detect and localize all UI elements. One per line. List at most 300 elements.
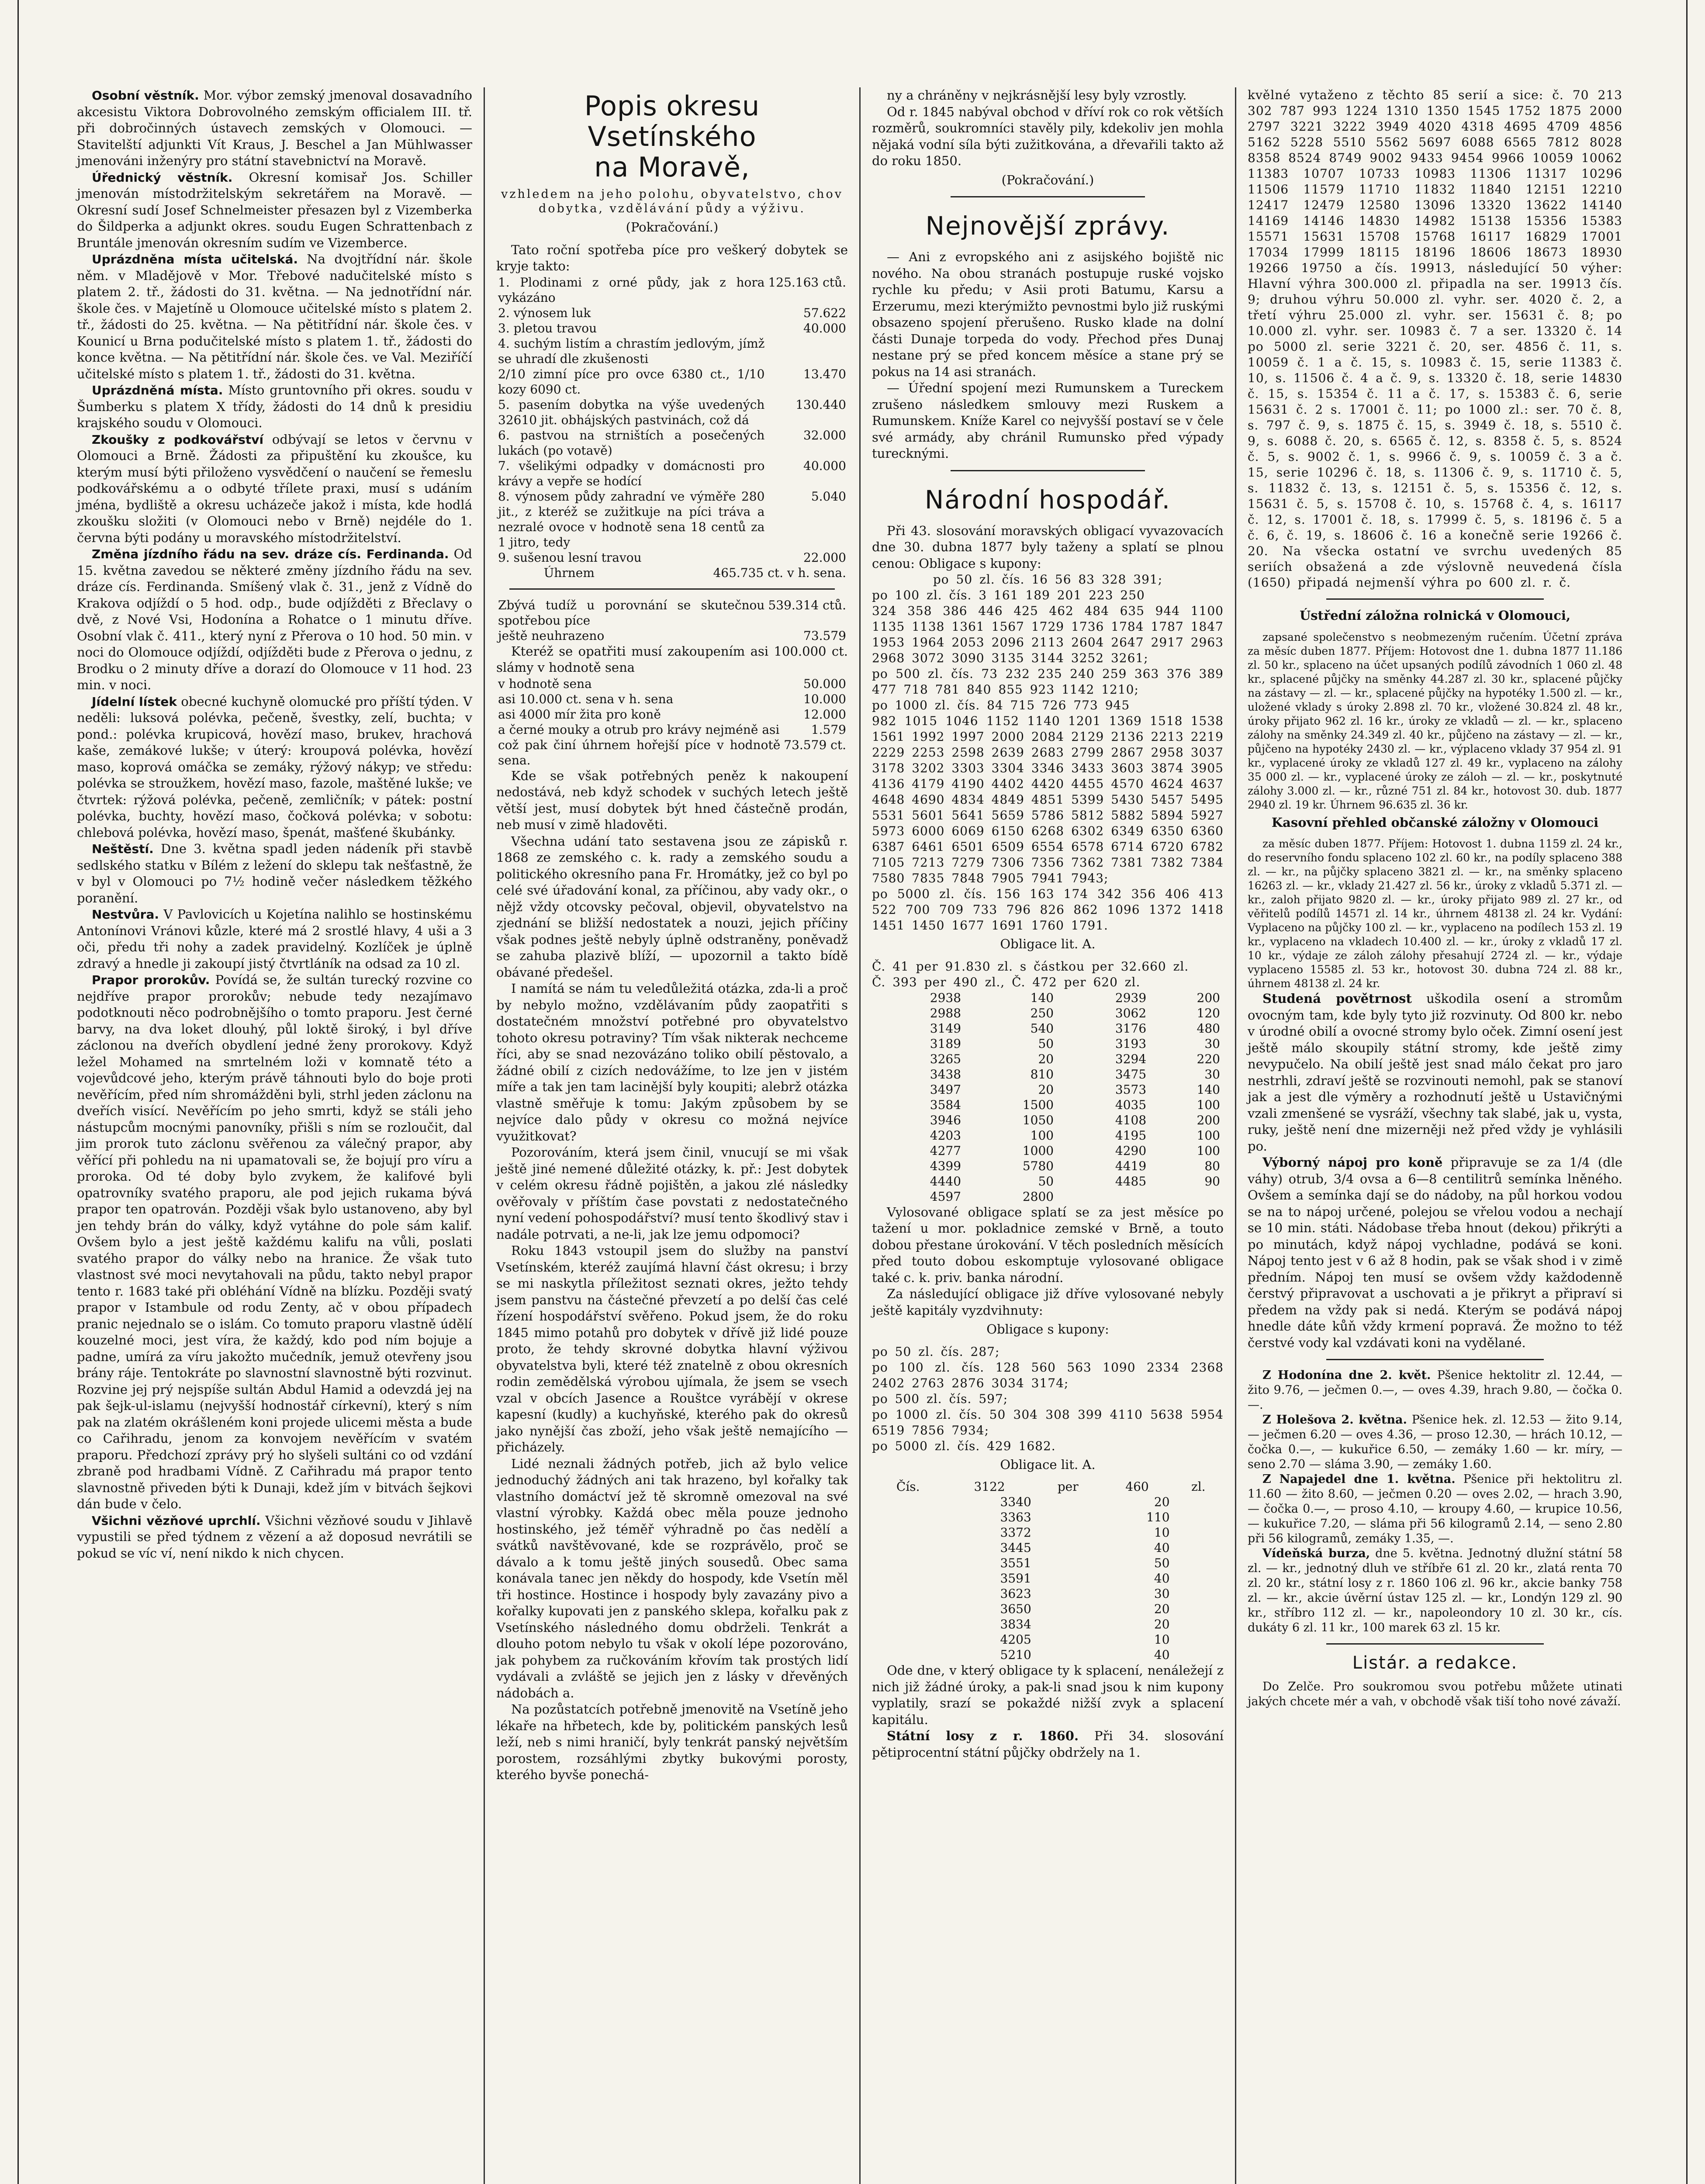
article-paragraph: Lidé neznali žádných potřeb, jich až bylo velice jednoduchý žádných ani tak hrazeno, byl kořalky tak vlastního domáctví jež tě skromně omezoval na své vlastní výrobky. Každá obec měla pouze jednoho hostinského, jež téměř výhradně po čas nedělí a svátků navštěvované, kde se rozprávělo, proč se dávalo a k tomu ještě jiných sousedů. Obec sama konávala tanec jen někdy do hospody, kde Vsetín měl tři hostince. Hostince i hospody byly zavazány pivo a kořalky kupovati jen z panského sklepa, kořalku pak z Vsetínského následného domu obdrželi. Tenkrát a dlouho potom nebylo tu však v okolí lépe pozorováno, jak pohybem za ručkováním křovím tak prostých lidí vydávali a zvláště se jejich jen z lásky v dřevěných nádobách a. (496, 1456, 848, 1700)
lit-amount: 540 (1030, 1021, 1054, 1036)
lit-number: 4203 (930, 1128, 961, 1143)
lit-amount: 100 (1197, 1143, 1220, 1158)
kupony-label: Obligace s kupony: (986, 1322, 1109, 1337)
news-brief (77, 382, 472, 432)
lit2-spacer (1173, 1525, 1224, 1540)
news-brief-text: Mor. výbor zemský jmenoval dosavadního akcesistu Viktora Dobrovolného zemským officialem III. tř. při dobročinných ústavech zemských v Olomouci. — Stavitelští adjunkti Vít Kraus, J. Beschel a Jan Mühlwasser jmenováni inženýry pro státní stavebnictví na Moravě. (77, 88, 472, 168)
market-report (1248, 1368, 1622, 1413)
news-brief-text: Všichni vězňové soudu v Jihlavě vypustili se před týdnem z vězení a až doposud nevrátili se pokud se víc ví, není nikdo k nich chycen. (77, 1513, 472, 1561)
lit-number: 3946 (930, 1113, 961, 1127)
fodder-label: 5. pasením dobytka na výše uvedených 32610 jit. obhájských pastvinách, což dá (498, 397, 765, 427)
lit-number: 4597 (930, 1189, 961, 1204)
lit-number: 3584 (930, 1097, 961, 1112)
kupony-5000: po 5000 zl. čís. 429 1682. (872, 1438, 1056, 1453)
lit2-spacer (1035, 1647, 1101, 1662)
lit2-amount: 40 (1154, 1571, 1170, 1586)
news-brief-lead: Prapor prorokův. (92, 973, 210, 987)
lit2-spacer (1173, 1540, 1224, 1555)
news-item: — Ani z evropského ani z asijského bojiště nic nového. Na obou stranách postupuje ruské vojsko rychle ku předu; v Asii proti Batumu, Karsu a Erzerumu, mezi kterýmižto pevnostmi bylo již ruskými obsazeno spojení přerušeno. Rusko klade na dolní části Dunaje torpeda do vody. Přechod přes Dunaj nestane prý se před koncem měsíce a stane prý se pokus na 14 asi stranách. (872, 249, 1224, 379)
lit2-amount: 20 (1154, 1495, 1170, 1509)
news-brief-text: odbývají se letos v červnu v Olomouci a Brně. Žádosti za připuštění ku zkoušce, ku kterým musí býti přiloženo vysvědčení o naučení se řemeslu podkovářskému a o odbyté třílete praxi, musí s udáním jména, bydliště a okresu ucházeče jakož i místa, kde hodlá zkoušku složiti (v Olomouci nebo v Brně) nejdéle do 1. června býti podány u moravského místodržitelství. (77, 432, 472, 545)
fodder-value: 22.000 (803, 550, 846, 565)
lit-number: 4290 (1115, 1143, 1147, 1158)
lit-row (872, 1143, 1224, 1158)
fodder-table (496, 275, 848, 565)
article-body (496, 768, 848, 1783)
state-lots (872, 1728, 1224, 1761)
lit-number: 4485 (1115, 1174, 1147, 1189)
fodder-value: 57.622 (803, 305, 846, 320)
lit2-spacer (1173, 1494, 1224, 1510)
lit-a-header2: Č. 393 per 490 zl., Č. 472 per 620 zl. (872, 975, 1141, 989)
stelivo-table (496, 676, 848, 737)
news-brief-lead: Změna jízdního řádu na sev. dráze cís. Ferdinanda. (92, 547, 449, 561)
lit-amount: 1050 (1022, 1113, 1054, 1127)
news-brief-lead: Jídelní lístek (92, 694, 177, 709)
lit2-spacer (1035, 1632, 1101, 1647)
lit2-spacer (872, 1617, 944, 1632)
lit-number: 2938 (930, 990, 961, 1005)
lit2-header-row (872, 1479, 1224, 1494)
market-lead: Z Holešova 2. května. (1262, 1413, 1407, 1427)
lit-number: 2939 (1115, 990, 1147, 1005)
state-lots-label: Státní losy z r. 1860. (887, 1728, 1079, 1743)
lit2-amount: 30 (1154, 1586, 1170, 1601)
lit2-spacer (872, 1571, 944, 1586)
fodder-row (496, 366, 848, 397)
fodder-value: 40.000 (803, 458, 846, 473)
lit2-spacer (872, 1494, 944, 1510)
continued-note: (Pokračování.) (1001, 172, 1094, 187)
fodder-value: 125.163 ctů. (768, 275, 846, 290)
stelivo-value: 12.000 (803, 707, 846, 722)
stelivo-label: asi 10.000 ct. sena v h. sena (498, 691, 674, 706)
lit2-row (872, 1555, 1224, 1571)
market-prices (1248, 1368, 1622, 1635)
kupony-500: po 500 zl. čís. 597; (872, 1391, 1008, 1406)
article-continuation (872, 87, 1224, 169)
lit-amount: 100 (1197, 1128, 1220, 1143)
fodder-row (496, 550, 848, 565)
lit-row (872, 1128, 1224, 1143)
lit2-amount: 40 (1154, 1648, 1170, 1662)
lit-amount: 100 (1197, 1097, 1220, 1112)
news-brief (77, 841, 472, 906)
bond-5000: po 5000 zl. čís. 156 163 174 342 356 406 413 522 700 709 733 796 826 862 1096 1372 1418 1451 1450 1677 1691 1760 1791. (872, 887, 1224, 933)
lit-number: 3475 (1115, 1067, 1147, 1082)
lit-amount: 200 (1197, 1113, 1220, 1127)
fodder-value: 32.000 (803, 428, 846, 442)
lit-amount: 50 (1038, 1174, 1054, 1189)
column-lottery-finance (1236, 87, 1634, 2184)
rule (1326, 598, 1544, 600)
lit2-spacer (872, 1555, 944, 1571)
lit-number: 3438 (930, 1067, 961, 1082)
rule (1326, 1359, 1544, 1360)
lit2-spacer (872, 1525, 944, 1540)
fodder-label: 2/10 zimní píce pro ovce 6380 ct., 1/10 kozy 6090 ct. (498, 366, 765, 397)
balance-table (496, 598, 848, 643)
lit2-row (872, 1632, 1224, 1647)
lit2-table (872, 1479, 1224, 1662)
rest-intro: Zbývá tudíž u porovnání se skutečnou spotřebou píce (498, 598, 765, 628)
vyborny-title: Výborný nápoj pro koně (1262, 1155, 1443, 1170)
lit2-spacer (872, 1632, 944, 1647)
news-item: — Úřední spojení mezi Rumunskem a Tureckem zrušeno následkem smlouvy mezi Ruskem a Rumunskem. Kníže Karel co nejvyšší postaví se v čele své armády, aby chránil Rumunsko před výpady turecknými. (872, 380, 1224, 461)
article-paragraph: Kde se však potřebných peněz k nakoupení nedostává, neb když schodek v suchých letech ještě větší jest, musí dobytek být hned částečně prodán, neb musí v zimě hladověti. (496, 768, 848, 832)
rest-value: 539.314 ctů. (768, 598, 846, 612)
lit2-row (872, 1510, 1224, 1525)
stelivo-intro: Kteréž se opatřiti musí zakoupením asi 100.000 ct. slámy v hodnotě sena (496, 643, 848, 675)
lit-number: 3189 (930, 1036, 961, 1051)
fodder-row (496, 321, 848, 336)
lit2-amount: 50 (1154, 1556, 1170, 1570)
intro-paragraph: Tato roční spotřeba píce pro veškerý dobytek se kryje takto: (496, 242, 848, 273)
article-paragraph: I namítá se nám tu veledůležitá otázka, zda-li a proč by nebylo možno, vzdělávaním půdy zaopatřiti s dostatečném množství potřebné pro obyvatelstvo tohoto okresu potraviny? Tím však nikterak nechceme říci, aby se snad nezovázáno toliko obilí pěstovalo, a žádné obilí z cizích nedovážíme, to lze jen v jistém míře a tak jen tam lacinější byly koupiti; alebrž otázka vlastně směřuje k tomu: Jakým způsobem by se nejvíce dalo půdy v okresu co možná nejvíce využitkovat? (496, 981, 848, 1144)
lit-number: 4035 (1115, 1097, 1147, 1112)
lit2-spacer (1035, 1586, 1101, 1601)
article-paragraph: Od r. 1845 nabýval obchod v dříví rok co rok větších rozměrů, soukromníci stavěly pily, kdekoliv jen mohla nějaká vodní síla býti zužitkována, a dřevařili takto až do roku 1850. (872, 104, 1224, 168)
news-brief-lead: Všichni vězňové uprchlí. (92, 1513, 261, 1528)
lit2-amount: 10 (1154, 1525, 1170, 1540)
stelivo-label: a černé mouky a otrub pro krávy nejméně asi (498, 722, 780, 737)
column-district-description (485, 87, 861, 2184)
economy-section-title: Národní hospodář. (924, 484, 1171, 515)
lit2-row (872, 1601, 1224, 1617)
article-title-line1: Popis okresu Vsetínského (584, 90, 760, 152)
lit-amount: 30 (1204, 1067, 1220, 1082)
news-brief (77, 972, 472, 1513)
lit2-spacer (1035, 1555, 1101, 1571)
lit-row (872, 1113, 1224, 1128)
lit-number: 3176 (1115, 1021, 1147, 1036)
lit-number: 3062 (1115, 1006, 1147, 1020)
rule (951, 470, 1145, 471)
lit2-spacer (1173, 1510, 1224, 1525)
lit-amount: 1500 (1022, 1097, 1054, 1112)
listar-title: Listár. a redakce. (1352, 1653, 1518, 1673)
news-brief-lead: Osobní věstník. (92, 88, 199, 103)
total-value: 465.735 ct. v h. sena. (713, 565, 846, 580)
bond-1000-numbers: 982 1015 1046 1152 1140 1201 1369 1518 1538 1561 1992 1997 2000 2084 2129 2136 2213 2219 2229 2253 2598 2639 2683 2799 2867 2958 3037 3178 3202 3303 3304 3346 3433 3603 3874 3905 4136 4179 4190 4402 4420 4455 4570 4624 4637 4648 4690 4834 4849 4851 5399 5430 5457 5495 5531 5601 5641 5659 5786 5812 5882 5894 5927 5973 6000 6069 6150 6268 6302 6349 6350 6360 6387 6461 6501 6509 6554 6578 6714 6720 6782 7105 7213 7279 7306 7356 7362 7381 7382 7384 7580 7835 7848 7905 7941 7943; (872, 714, 1224, 885)
news-brief-text: Povídá se, že sultán turecký rozvine co nejdříve prapor prorokův; nebude tedy nezajímavo podotknouti něco podrobnějšího o tomto praporu. Jest černé barvy, na dva loket dlouhý, půl loktě široký, i byl dříve záclonou na dveřích obydlení jedné ženy prorokovy. Když ležel Mohamed na smrtelném loži v komnatě této a vojevůdcové jeho, kterým právě táhnouti bylo do boje proti nevěřícím, před ním shromážděni byli, strhl jeden záclonu na dveřích visící. Nevěřícím po jeho smrti, když se stáli jeho nástupcům mocnými panovníky, přišli s ním se rozloučit, dal jim prorok tuto záclonu svěřenou za válečný prapor, aby věřící při pohledu na ni upamatovali se, že bojují pro víru a proroka. Od té doby bylo zvykem, že kalifové byli opatrovníky svatého praporu, ale pod jejich rukama bývá prapor ten opatrován. Později však bylo ustanoveno, aby byl jen tehdy brán do války, když vytáhne do pole sám kalif. Ovšem bylo a jest ještě každému kalifu na vůli, poslati svatého prapor do války nebo na hranice. Že však tuto vlastnost své moci nevytahovali na půdu, takto nebyl prapor tento r. 1683 také při obléhání Vídně na blízku. Později svatý prapor v Istambule od rodu Zenty, ač v obou případech pranic nejednalo se o islám. Co tomuto praporu vlastně údělí kouzelné moci, jest víra, že každý, kdo pod ním bojuje a padne, umírá za víru jakožto mučedník, jemuž otevřeny jsou brány ráje. Tentokráte po slavnostní slavnostně býti rozvinut. Rozvine jej prý nejspíše sultán Abdul Hamid a odevzdá jej na pak šejk-ul-islamu (nejvyšší hodnostář církevní), který s ním pak na zlatém okrášleném koni projede ulicemi města a bude co Cařihradu, jenom za konvojem nevěřícím v svatém praporu. Předchozí zprávy prý ho slyšeli sultáni co od vzdání zbraně pod hradbami Vídně. Z Cařihradu má prapor tento slavnostně přiveden býti k Dunaji, kdež jím v bitvách šejkovi dán bude v čelo. (77, 972, 472, 1511)
news-brief-text: Na dvojtřídní nár. škole něm. v Mladějově v Mor. Třebové nadučitelské místo s platem 2. tř., žádosti do 31. května. — Na jednotřídní nár. škole čes. v Majetíně u Olomouce učitelské místo s platem 2. tř., žádosti do 25. května. — Na pětitřídní nár. škole čes. v Kounicí u Brna podučitelské místo s platem 1. tř., žádosti do konce května. — Na pětitřídní nár. škole čes. ve Val. Meziříčí učitelské místo s platem 1. tř., žádosti do 31. května. (77, 252, 472, 381)
lit2-number: 3623 (1000, 1586, 1031, 1601)
lit-amount: 140 (1030, 990, 1054, 1005)
market-text: Pšenice hektolitr zl. 12.44, — žito 9.76, — ječmen 0.—, — oves 4.39, hrach 9.80, — čočka 0.—. (1248, 1368, 1622, 1412)
lit2-number: 3363 (1000, 1510, 1031, 1524)
lit2-header-cell: 3122 (974, 1479, 1005, 1494)
lit-amount: 480 (1197, 1021, 1220, 1036)
lit-row (872, 1021, 1224, 1036)
end-paragraph: Ode dne, v který obligace ty k splacení, nenáležejí z nich již žádné úroky, a pak-li snad jsou k nim kupony vyplatily, srazí se pokaždé nižší zvyk a splacení kapitálu. (872, 1663, 1224, 1727)
lit2-number: 3834 (1000, 1617, 1031, 1631)
bond-100-label: po 100 zl. čís. 3 161 189 201 223 250 (872, 588, 1145, 602)
fodder-label: 8. výnosem půdy zahradní ve výměře 280 jit., z kteréž se zužitkuje na píci tráva a nezralé ovoce v hodnotě sena 18 centů za 1 jitro, tedy (498, 489, 765, 549)
news-items (872, 249, 1224, 462)
end-paragraphs (872, 1662, 1224, 1728)
payment-paragraph: Za následující obligace již dříve vylosované nebyly ještě kapitály vyzdvihnuty: (872, 1286, 1224, 1318)
lit-number: 3573 (1115, 1082, 1147, 1097)
fodder-value: 40.000 (803, 321, 846, 335)
lit2-spacer (1173, 1617, 1224, 1632)
lit2-number: 3445 (1000, 1541, 1031, 1555)
lit2-spacer (1173, 1647, 1224, 1662)
total-label: Úhrnem (543, 565, 595, 580)
kupony-50: po 50 zl. čís. 287; (872, 1344, 1000, 1359)
news-section-title: Nejnovější zprávy. (925, 211, 1170, 241)
lit2-number: 3372 (1000, 1525, 1031, 1540)
lit2-row (872, 1586, 1224, 1601)
market-lead: Z Hodonína dne 2. květ. (1262, 1368, 1431, 1382)
kasovni-title: Kasovní přehled občanské záložny v Olomouci (1271, 815, 1599, 830)
lit-amount: 2800 (1022, 1189, 1054, 1204)
lit2-spacer (1173, 1601, 1224, 1617)
lit-amount: 20 (1038, 1051, 1054, 1066)
market-text: Pšenice hek. zl. 12.53 — žito 9.14, — ječmen 6.20 — oves 4.36, — proso 12.30, — hrách 10.12, — čočka 0.—, — kukuřice 6.50, — zemáky 1.60 — kr. míry, — seno 2.70 — sláma 3.90, — zemáky 1.60. (1248, 1413, 1622, 1471)
lit2-spacer (1173, 1571, 1224, 1586)
lit-number: 3265 (930, 1051, 961, 1066)
news-brief (77, 432, 472, 546)
article-paragraph: Na pozůstatcích potřebně jmenovitě na Vsetíně jeho lékaře na hřbetech, kde by, politickém panských lesů leží, neb s nimi hraničí, byly tenkrát panský největším porostem, rozsáhlými zbytky bukovými porosty, kterého byvše ponechá- (496, 1702, 848, 1782)
news-brief (77, 694, 472, 841)
news-brief (77, 1513, 472, 1562)
lit2-title: Obligace lit. A. (1000, 1457, 1096, 1472)
columns (66, 87, 1639, 2184)
news-brief-text: Od 15. května zavedou se některé změny jízdního řádu na sev. dráze cís. Ferdinanda. Smíšený vlak č. 31., jenž z Vídně do Krakova odjíždí o 5 hod. odp., bude odjížděti z Břeclavy o dvě, z Nové Vsi, Hodonína a Rohatce o 1 minutu dříve. Osobní vlak č. 411., který nyní z Přerova o 10 hod. 50 min. v noci do Olomouce odjíždí, odjížděti bude z Přerova o jednu, z Brodku o 2 minuty dříve a dorazí do Olomouce v 11 hod. 23 min. v noci. (77, 546, 472, 692)
lit2-spacer (1035, 1525, 1101, 1540)
article-paragraph: Roku 1843 vstoupil jsem do služby na panství Vsetínském, kteréž zaujímá hlavní část okresu; i brzy se mi naskytla příležitost seznati okres, ježto tehdy jsem panstvu na částečné převzetí a po delší čas celé řízení hospodářství svěřeno. Pokud jsem, že do roku 1845 mimo potahů pro dobytek v dřívě již lidé pouze proto, že tehdy skrovné dobytka hlavní výživou obyvatelstva byli, které též znatelně z obou okresních rodin zemědělská výrobou ujímala, že jsem se vsech vzal v obcích Jasence a Rouštce vyrábějí v okrese kapesní (kudly) a kuchyňské, kterého pak do okresů jako nynější čas zboží, jeho však ještě nemajícího — přicházely. (496, 1243, 848, 1455)
lit-amount: 1000 (1022, 1143, 1054, 1158)
lit2-amount: 10 (1154, 1632, 1170, 1647)
studena-paragraph (1248, 991, 1622, 1154)
fodder-value: 5.040 (811, 489, 846, 504)
news-brief-lead: Uprázdněna místa učitelská. (92, 252, 298, 266)
lit-number: 4419 (1115, 1158, 1147, 1173)
lit-row (872, 990, 1224, 1006)
lit-amount: 5780 (1022, 1158, 1054, 1173)
lit-amount: 220 (1197, 1051, 1220, 1066)
lit-amount: 100 (1030, 1128, 1054, 1143)
article-title (496, 91, 848, 183)
lit2-spacer (1035, 1540, 1101, 1555)
lit-number: 4108 (1115, 1113, 1147, 1127)
lit2-row (872, 1494, 1224, 1510)
lit2-spacer (872, 1586, 944, 1601)
lit2-spacer (1173, 1555, 1224, 1571)
news-brief-text: V Pavlovicích u Kojetína nalihlo se hostinskému Antonínovi Vránovi kůzle, které má 2 srostlé hlavy, 4 uši a 3 oči, předu tři nohy a zadek pravidelný. Kozlíček je úplně zdravý a hnedle ji zakoupí jistý čtvrtláník na odsad za 10 zl. (77, 907, 472, 971)
kasovni-text: za měsíc duben 1877. Příjem: Hotovost 1. dubna 1159 zl. 24 kr., do reservního fondu splaceno 102 zl. 60 kr., na podíly splaceno 388 zl. — kr., na půjčky splaceno 3821 zl. — kr., na směnky splaceno 16263 zl. — kr., vklady 21.427 zl. 56 kr., úroky z vkladů 5.371 zl. — kr., zaloh přijato 9820 zl. — kr., úroky přijato 989 zl. 27 kr., od věřitelů podílů 14571 zl. 14 kr., úhrnem 48138 zl. 24 kr. Vydání: Vyplaceno na půjčky 100 zl. — kr., vyplaceno na podílech 153 zl. 19 kr., vyplaceno na vkladech 10.400 zl. — kr., úroky z vkladů 17 zl. 10 kr., výdaje ze záloh zálohy přesahují 2724 zl. — kr., výdaje vyplaceno 15585 zl. 53 kr., hotovost 30. dubna 724 zl. 88 kr., úhrnem 48138 zl. 24 kr. (1248, 837, 1622, 990)
stelivo-label: v hodnotě sena (498, 676, 592, 691)
lit-amount (1150, 1189, 1224, 1204)
lit2-number: 3650 (1000, 1602, 1031, 1616)
lit2-amount: 20 (1154, 1602, 1170, 1616)
lit2-amount: 110 (1146, 1510, 1170, 1524)
market-report (1248, 1546, 1622, 1635)
rule (951, 196, 1145, 197)
news-brief-lead: Neštěstí. (92, 842, 154, 856)
lit-amount: 810 (1030, 1067, 1054, 1082)
lit2-spacer (1173, 1632, 1224, 1647)
payment-paragraph: Vylosované obligace splatí se za jest měsíce po tažení u mor. pokladnice zemské v Brně, a touto dobou přestane úrokování. V těch posledních měsících před touto dobou eskomptuje vylosované obligace také c. k. priv. banka národní. (872, 1204, 1224, 1285)
lit-number: 4195 (1115, 1128, 1147, 1143)
column-news-economy (861, 87, 1236, 2184)
lit2-spacer (1035, 1601, 1101, 1617)
fodder-label: 6. pastvou na strništích a posečených lukách (po votavě) (498, 428, 765, 458)
fodder-row (496, 489, 848, 550)
lit-row (872, 1006, 1224, 1021)
listar-text: Do Zelče. Pro soukromou svou potřebu můžete utinati jakých chcete mér a vah, v obchodě však tiší toho nové závaží. (1248, 1680, 1622, 1708)
market-lead: Vídeňská burza, (1262, 1547, 1370, 1560)
lit-amount: 250 (1030, 1006, 1054, 1020)
lit2-spacer (1035, 1571, 1101, 1586)
sum-label: což pak činí úhrnem hořejší píce v hodnotě sena. (498, 737, 781, 767)
stelivo-row (496, 691, 848, 707)
economy-intro: Při 43. slosování moravských obligací vyvazovacích dne 30. dubna 1877 byly taženy a splatí se plnou cenou: Obligace s kupony: (872, 523, 1224, 571)
lit-number: 3149 (930, 1021, 961, 1036)
lit-row (872, 1189, 1224, 1204)
lit-a-title: Obligace lit. A. (1000, 936, 1096, 951)
neuhr-label: ještě neuhrazeno (498, 628, 605, 643)
lit-number: 3193 (1115, 1036, 1147, 1051)
right-edge-line (1686, 0, 1688, 2184)
lit-amount: 50 (1038, 1036, 1054, 1051)
kupony-100: po 100 zl. čís. 128 560 563 1090 2334 2368 2402 2763 2876 3034 3174; (872, 1360, 1224, 1390)
lit-amount: 120 (1197, 1006, 1220, 1020)
fodder-row (496, 458, 848, 489)
lit-row (872, 1082, 1224, 1097)
market-report (1248, 1472, 1622, 1546)
lit-number: 4399 (930, 1158, 961, 1173)
sum-value: 73.579 ct. (784, 737, 846, 752)
lit-number: 3294 (1115, 1051, 1147, 1066)
fodder-row (496, 275, 848, 305)
lit2-spacer (1173, 1586, 1224, 1601)
lit2-header-cell: zl. (1191, 1479, 1206, 1494)
lottery-results: kvělné vytaženo z těchto 85 serií a sice: č. 70 213 302 787 993 1224 1310 1350 1545 1752 1875 2000 2797 3221 3222 3949 4020 4318 4695 4709 4856 5162 5228 5510 5562 5697 6088 6565 7812 8028 8358 8524 8749 9002 9433 9454 9966 10059 10062 11383 10707 10733 10983 11306 11317 10296 11506 11579 11710 11832 11840 12151 12210 12417 12479 12580 13096 13320 13622 14140 14169 14146 14830 14982 15138 15356 15383 15571 15631 15708 15768 16117 16829 17001 17034 17999 18115 18196 18606 18673 18930 19266 19750 a čís. 19913, následující 50 výher: Hlavní výhra 300.000 zl. připadla na ser. 19913 čís. 9; druhou výhru 50.000 zl. vyhr. ser. 4020 č. 2, a třetí výhru 25.000 zl. vyhr. ser. 15631 č. 8; po 10.000 zl. vyhr. ser. 10983 č. 7 a ser. 13320 č. 14 po 5000 zl. serie 3221 č. 20, ser. 4856 č. 11, s. 10059 č. 1 a č. 15, s. 10983 č. 15, serie 11383 č. 10, s. 11506 č. 4 a č. 9, s. 13320 č. 18, serie 14830 č. 15, s. 15354 č. 11 a č. 17, s. 15383 č. 6, serie 15631 č. 2 s. 17001 č. 11; po 1000 zl.: ser. 70 č. 8, s. 797 č. 9, s. 1875 č. 15, s. 3949 č. 18, s. 5510 č. 9, s. 6088 č. 20, s. 6565 č. 12, s. 8358 č. 5, s. 8524 č. 5, s. 9002 č. 1, s. 9966 č. 9, s. 10059 č. 3 a č. 15, serie 10296 č. 18, s. 11306 č. 9, s. 11710 č. 5, s. 11832 č. 13, s. 12151 č. 5, s. 15356 č. 12, s. 15631 č. 5, s. 15708 č. 10, s. 15768 č. 4, s. 16117 č. 12, s. 17001 č. 18, s. 17999 č. 5, s. 18196 č. 5 a č. 6, č. 19, s. 18606 č. 16 a konečně serie 19266 č. 20. Na všecka ostatní ve svrchu uvedených 85 seriích obsažená a zde výslovně neuvedená čísla (1650) připadá nejmenší výhra po 600 zl. r. č. (1248, 88, 1622, 590)
stelivo-label: asi 4000 mír žita pro koně (498, 707, 661, 722)
article-paragraph: Pozorováním, která jsem činil, vnucují se mi však ještě jiné nemené důležité otázky, k. př.: Jest dobytek v celém okresu řádně pojištěn, a jakou zlé následky ověřovaly v příštím čase povstati z nedostatečného nyní vedení pohospodářství? musí tento škodlivý stav i nadále potrvati, a ne-li, jak lze jemu odpomoci? (496, 1145, 848, 1242)
news-brief-text: Místo gruntovního při okres. soudu v Šumberku s platem X třídy, žádosti do 14 dnů k presidiu krajského soudu v Olomouci. (77, 383, 472, 430)
lit-amount: 30 (1204, 1036, 1220, 1051)
lit-a-table (872, 990, 1224, 1204)
vyborny-text: připravuje se za 1/4 (dle váhy) otrub, 3/4 ovsa a 6—8 centilitrů semínka lněného. Ovšem a semínka dají se do nádoby, na půl horkou vodou se na to nápoj určené, polejou se vřelou vodou a nechají se 10 min. státi. Nádobase třeba hnout (dekou) přikrýti a po minutách, když nápoj vychladne, podává se koni. Nápoj tento jest v 6 až 8 hodin, pak se však shod i v zimě předním. Nápoj ten musí se ovšem vždy každodenně čerstvý připravovat a uschovati a je přikryt a připraví si předem na vždy pak si nedá. Kterým se podává nápoj hnedle dáte kůň vždy krmení popravá. Že možno to též čerstvé vody kal vzdávati koni na vydělané. (1248, 1155, 1623, 1350)
fodder-value: 13.470 (803, 366, 846, 381)
article-paragraph: ny a chráněny v nejkrásnější lesy byly vzrostly. (887, 88, 1187, 103)
fodder-value (766, 336, 848, 366)
article-paragraph: Všechna udání tato sestavena jsou ze zápisků r. 1868 ze zemského c. k. rady a zemského soudu a politického okresního pana Fr. Hromátky, jež co byl po celé své úřadování konal, za příčinou, aby vady okr., o nějž vždy otcovsky pečoval, objevil, obyvatelstvo na zjednání se bližší nedostatek a nouzi, jejich příčiny však podnes ještě nebyly úplně odstraněny, poněvadž se zahuba plazivě blíží, — upozornil a takto bídě obávané předešel. (496, 833, 848, 980)
lit2-row (872, 1617, 1224, 1632)
lit2-row (872, 1571, 1224, 1586)
fodder-label: 3. pletou travou (498, 321, 597, 335)
lit2-spacer (1035, 1510, 1101, 1525)
fodder-label: 4. suchým listím a chrastím jedlovým, jímž se uhradí dle zkušenosti (498, 336, 765, 366)
lit2-row (872, 1647, 1224, 1662)
bond-1000-label: po 1000 zl. čís. 84 715 726 773 945 (872, 698, 1130, 712)
lit-number: 2988 (930, 1006, 961, 1020)
lit-number: 4440 (930, 1174, 961, 1189)
fodder-label: 1. Plodinami z orné půdy, jak z hora vykázáno (498, 275, 765, 305)
rule (1326, 1643, 1544, 1645)
stelivo-value: 50.000 (803, 676, 846, 691)
lit2-row (872, 1525, 1224, 1540)
stelivo-row (496, 722, 848, 737)
lit-amount: 80 (1204, 1158, 1220, 1173)
payment-paragraphs (872, 1204, 1224, 1319)
news-brief-lead: Nestvůra. (92, 907, 159, 922)
studena-title: Studená povětrnost (1262, 991, 1412, 1006)
vyborny-paragraph (1248, 1154, 1622, 1351)
rule (509, 588, 835, 590)
lit2-number: 3591 (1000, 1571, 1031, 1586)
fodder-row (496, 305, 848, 321)
lit-number: 4277 (930, 1143, 961, 1158)
lit-row (872, 1051, 1224, 1067)
market-text: Pšenice při hektolitru zl. 11.60 — žito 8.60, — ječmen 0.20 — oves 2.02, — hrach 3.90, — čočka 0.—, — proso 4.10, — kroupy 4.60, — krupice 10.56, — kukuřice 7.20, — sláma při 56 kilogramů 2.14, — seno 2.80 při 56 kilogramů, zemáky 1.35, —. (1248, 1472, 1622, 1545)
news-brief (77, 546, 472, 694)
lit-amount: 90 (1204, 1174, 1220, 1189)
news-brief-text: obecné kuchyně olomucké pro příští týden. V neděli: luksová polévka, pečeně, švestky, zelí, buchta; v pond.: polévka krupicová, hovězí maso, brukev, hrachová kaše, zemákové lukše; v úterý: kroupová polévka, hovězí maso, koprová omáčka se zemáky, rýžový nákyp; ve středu: polévka se stroužkem, hovězí maso, fazole, maštěné lukše; ve čtvrtek: rýžová polévka, pečeně, zemličník; v pátek: postní polévka, buchty, hovězí maso, čočková polévka; v sobotu: chlebová polévka, hovězí maso, špenát, mašťené škubánky. (77, 694, 472, 840)
lit-amount: 200 (1197, 990, 1220, 1005)
lit-amount: 20 (1038, 1082, 1054, 1097)
news-brief-lead: Zkoušky z podkovářství (92, 432, 264, 447)
bond-500: po 500 zl. čís. 73 232 235 240 259 363 376 389 477 718 781 840 855 923 1142 1210; (872, 667, 1224, 697)
article-title-line2: na Moravě, (594, 151, 750, 183)
news-brief-lead: Uprázdněná místa. (92, 383, 223, 397)
fodder-label: 7. všelikými odpadky v domácnosti pro krávy a vepře se hodící (498, 458, 765, 488)
market-report (1248, 1413, 1622, 1472)
lit2-spacer (872, 1540, 944, 1555)
stelivo-value: 10.000 (803, 691, 846, 706)
continued-note: (Pokračování.) (626, 220, 719, 235)
fodder-row (496, 428, 848, 458)
column-news-briefs (66, 87, 485, 2184)
news-brief-lead: Úřednický věstník. (92, 170, 233, 185)
fodder-row (496, 397, 848, 428)
lit2-header-cell: 460 (1125, 1479, 1149, 1494)
lit-a-header: Č. 41 per 91.830 zl. s částkou per 32.660 zl. (872, 959, 1189, 974)
fodder-label: 2. výnosem luk (498, 305, 591, 320)
news-brief-text: Dne 3. května spadl jeden nádeník při stavbě sedlského statku v Bílém z ležení do sklepu tak nešťastně, že v byl v Olomouci po 7½ hodině večer následkem těžkého poranění. (77, 841, 472, 905)
neuhr-value: 73.579 (803, 628, 846, 643)
news-brief-text: Okresní komisař Jos. Schiller jmenován místodržitelským sekretářem na Moravě. — Okresní sudí Josef Schnelmeister přesazen byl z Vizemberka do Šildperka a adjunkt okres. soudu Eugen Schrattenbach z Bruntále jmenován okresním sudím ve Vizemberce. (77, 169, 472, 250)
fodder-row (496, 336, 848, 366)
stelivo-row (496, 676, 848, 691)
news-brief (77, 251, 472, 382)
lit-row (872, 1174, 1224, 1189)
lit-number (1057, 1189, 1150, 1204)
fodder-total (496, 565, 848, 581)
lit-row (872, 1158, 1224, 1174)
fodder-label: 9. sušenou lesní travou (498, 550, 642, 565)
market-text: dne 5. května. Jednotný dlužní státní 58 zl. — kr., jednotný dluh ve stříbře 61 zl. 20 kr., zlatá renta 70 zl. 20 kr., státní losy z r. 1860 106 zl. 96 kr., akcie banky 758 zl. — kr., akcie úvěrní ústav 125 zl. — kr., Londýn 129 zl. 90 kr., stříbro 112 zl. — kr., napoleondory 10 zl. 30 kr., cís. dukáty 6 zl. 11 kr., 100 marek 63 zl. 15 kr. (1248, 1547, 1622, 1635)
sum-table (496, 737, 848, 768)
lit2-spacer (872, 1601, 944, 1617)
lit-row (872, 1067, 1224, 1082)
market-lead: Z Napajedel dne 1. května. (1262, 1472, 1456, 1486)
state-lots-text: Při 34. slosování pětiprocentní státní půjčky obdržely na 1. (872, 1728, 1224, 1760)
lit2-amount: 40 (1154, 1541, 1170, 1555)
lit2-amount: 20 (1154, 1617, 1170, 1631)
fodder-value: 130.440 (795, 397, 846, 412)
bond-50: po 50 zl. čís. 16 56 83 328 391; (933, 572, 1163, 587)
news-brief (77, 87, 472, 169)
stelivo-value: 1.579 (811, 722, 846, 737)
lit2-spacer (1035, 1494, 1101, 1510)
lit2-spacer (872, 1647, 944, 1662)
lit2-number: 3551 (1000, 1556, 1031, 1570)
lit-amount: 140 (1197, 1082, 1220, 1097)
